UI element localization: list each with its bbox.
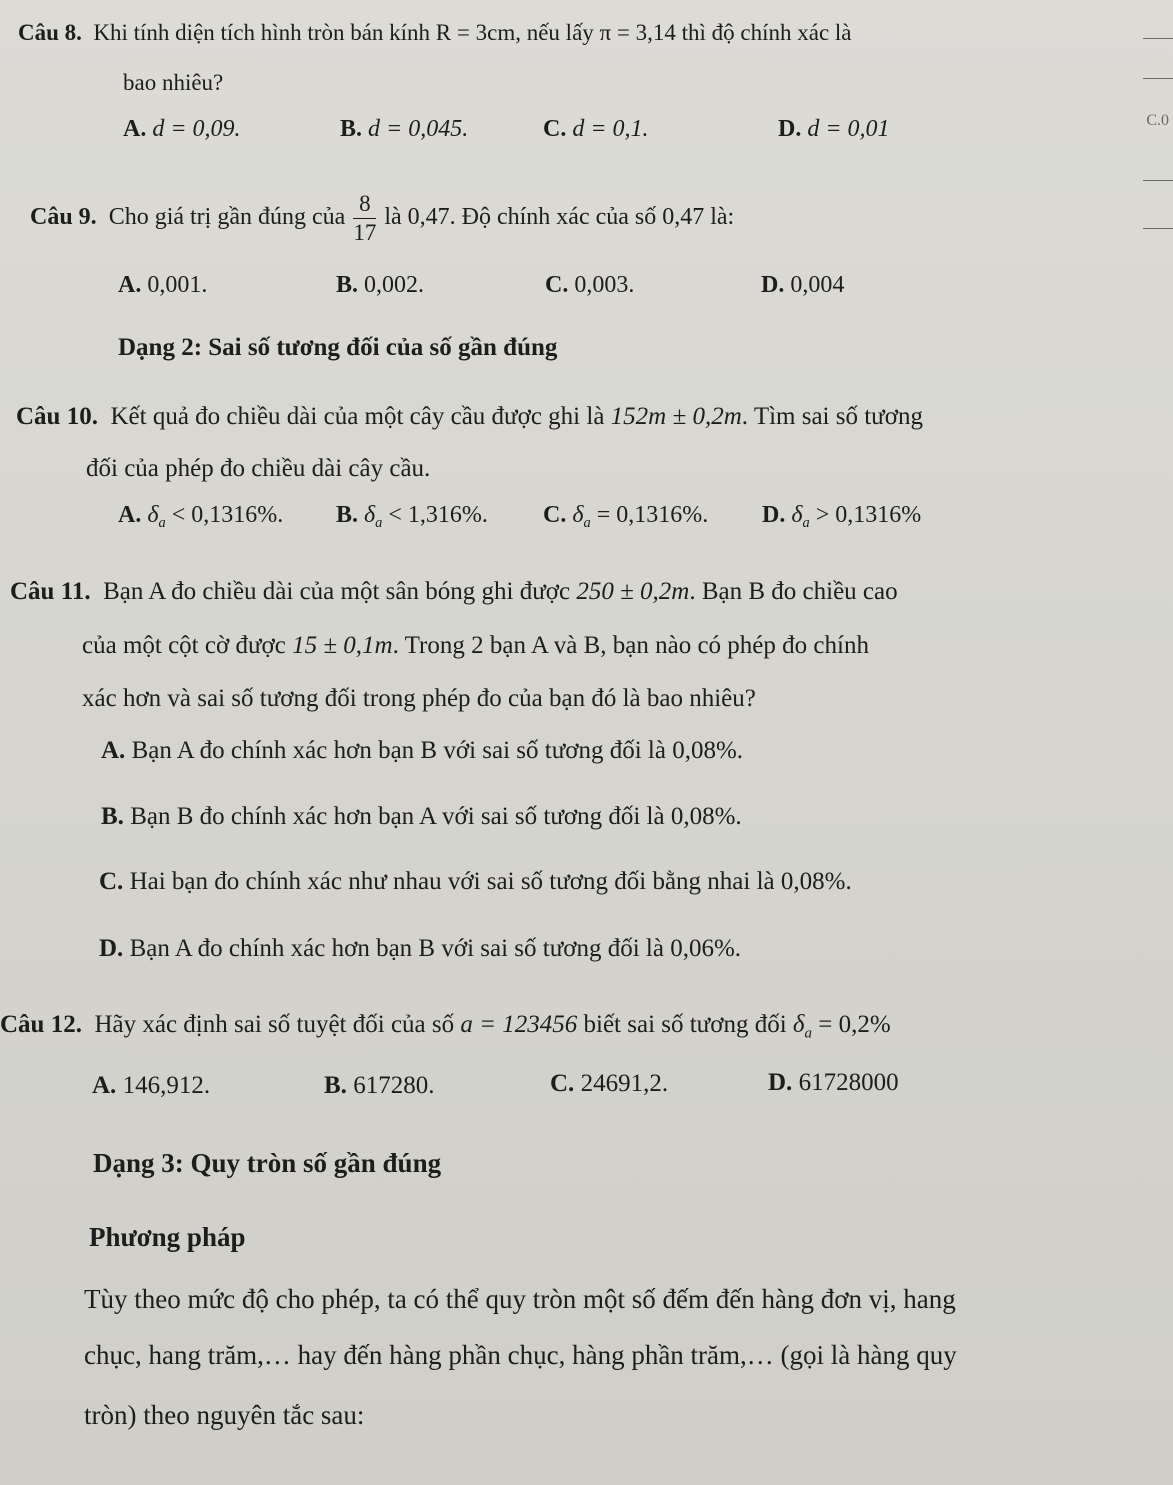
question-12-delta-value: = 0,2%: [818, 1011, 891, 1038]
option-letter: A.: [118, 502, 142, 528]
delta-symbol: δ: [364, 502, 376, 528]
delta-subscript: a: [375, 515, 383, 532]
option-value: d = 0,01: [807, 116, 890, 142]
question-8-option-b[interactable]: [340, 116, 468, 143]
option-letter: A.: [118, 272, 142, 298]
question-11-math: 15 ± 0,1m: [292, 632, 393, 659]
question-11-option-d[interactable]: [99, 935, 741, 963]
question-11-line-3: xác hơn và sai số tương đối trong phép đo của bạn đó là bao nhiêu?: [82, 685, 756, 712]
page-edge-line: [1143, 228, 1173, 229]
option-letter: A.: [101, 737, 126, 764]
question-10-option-c[interactable]: [543, 502, 708, 532]
question-9-text-before: Cho giá trị gần đúng của: [108, 204, 346, 231]
question-11-option-c[interactable]: [99, 868, 852, 896]
option-value: d = 0,09.: [152, 116, 241, 142]
question-12-text-end: biết sai số tương đối: [583, 1011, 787, 1038]
question-11-text-end: . Trong 2 bạn A và B, bạn nào có phép đo chính: [392, 632, 869, 659]
question-12-option-c[interactable]: [550, 1070, 668, 1098]
option-letter: B.: [340, 116, 363, 142]
question-9-option-b[interactable]: [336, 272, 424, 299]
question-9-option-c[interactable]: [545, 272, 634, 299]
question-12-math: a = 123456: [460, 1011, 578, 1038]
question-12-text: Hãy xác định sai số tuyệt đối của số: [94, 1011, 455, 1038]
question-12-label: Câu 12.: [0, 1011, 82, 1038]
option-value: 24691,2.: [580, 1070, 669, 1097]
method-title: Phương pháp: [89, 1222, 246, 1252]
question-8-option-a[interactable]: [123, 116, 241, 143]
question-11-math: 250 ± 0,2m: [576, 578, 690, 605]
delta-subscript: a: [583, 515, 591, 532]
question-9-option-d[interactable]: [761, 272, 844, 299]
section-3-heading: Dạng 3: Quy tròn số gần đúng: [93, 1148, 442, 1178]
question-10-text: Kết quả đo chiều dài của một cây cầu được ghi là: [110, 403, 605, 430]
question-10-line-1: [16, 403, 923, 431]
question-9-option-a[interactable]: [118, 272, 207, 299]
option-letter: B.: [336, 272, 359, 298]
question-12-option-a[interactable]: [92, 1072, 210, 1100]
option-letter: D.: [761, 272, 785, 298]
delta-symbol: δ: [792, 1011, 805, 1038]
option-letter: D.: [768, 1069, 793, 1096]
question-9-line-1: [30, 192, 734, 245]
option-value: Bạn A đo chính xác hơn bạn B với sai số tương đối là 0,06%.: [129, 935, 742, 962]
question-11-line-2: [82, 632, 869, 660]
question-11-label: Câu 11.: [10, 578, 91, 605]
option-letter: B.: [336, 502, 359, 528]
option-letter: D.: [762, 502, 786, 528]
method-line-1: Tùy theo mức độ cho phép, ta có thể quy tròn một số đếm đến hàng đơn vị, hang: [84, 1284, 956, 1314]
question-8-text: Khi tính diện tích hình tròn bán kính R = 3cm, nếu lấy π = 3,14 thì độ chính xác là: [93, 20, 852, 45]
question-11-option-a[interactable]: [101, 737, 743, 765]
question-10-option-b[interactable]: [336, 502, 488, 532]
section-2-heading: Dạng 2: Sai số tương đối của số gần đúng: [118, 334, 558, 361]
fraction-numerator: 8: [353, 192, 376, 219]
option-value: < 0,1316%.: [171, 502, 284, 528]
option-value: Hai bạn đo chính xác như nhau với sai số tương đối bằng nhai là 0,08%.: [129, 868, 852, 895]
option-letter: C.: [99, 868, 124, 895]
option-letter: A.: [92, 1072, 117, 1099]
option-value: 0,003.: [574, 272, 635, 298]
option-value: = 0,1316%.: [596, 502, 709, 528]
question-11-option-b[interactable]: [101, 803, 742, 831]
option-letter: C.: [550, 1070, 575, 1097]
option-value: d = 0,1.: [572, 116, 649, 142]
option-value: 0,004: [790, 272, 845, 298]
question-8-line-2: bao nhiêu?: [123, 70, 224, 95]
question-12-option-d[interactable]: [768, 1069, 899, 1097]
question-10-math: 152m ± 0,2m: [610, 403, 742, 430]
page-edge-mark: C.0: [1146, 112, 1169, 129]
question-10-label: Câu 10.: [16, 403, 98, 430]
option-value: < 1,316%.: [388, 502, 488, 528]
option-letter: D.: [778, 116, 802, 142]
question-11-line-1: [10, 578, 898, 606]
option-value: 0,002.: [364, 272, 425, 298]
page-edge-line: [1143, 38, 1173, 39]
method-line-2: chục, hang trăm,… hay đến hàng phần chục, hàng phần trăm,… (gọi là hàng quy: [84, 1340, 957, 1370]
question-10-option-d[interactable]: [762, 502, 921, 532]
option-value: 61728000: [798, 1069, 899, 1096]
question-11-text: Bạn A đo chiều dài của một sân bóng ghi được: [103, 578, 571, 605]
option-letter: A.: [123, 116, 147, 142]
question-12-option-b[interactable]: [324, 1072, 434, 1100]
delta-subscript: a: [158, 515, 166, 532]
question-8-label: Câu 8.: [18, 20, 82, 45]
question-8-line-1: [18, 20, 852, 46]
question-12-line-1: [0, 1011, 891, 1042]
option-letter: C.: [543, 116, 567, 142]
option-value: 617280.: [353, 1072, 435, 1099]
delta-subscript: a: [804, 1025, 813, 1042]
question-9-text-after: là 0,47. Độ chính xác của số 0,47 là:: [384, 204, 735, 231]
question-11-text: của một cột cờ được: [82, 632, 286, 659]
option-letter: B.: [324, 1072, 347, 1099]
option-letter: C.: [543, 502, 567, 528]
question-9-label: Câu 9.: [30, 204, 97, 231]
option-letter: C.: [545, 272, 569, 298]
method-line-3: tròn) theo nguyên tắc sau:: [84, 1400, 365, 1430]
fraction-denominator: 17: [353, 220, 377, 246]
delta-subscript: a: [802, 515, 810, 532]
option-value: > 0,1316%: [815, 502, 922, 528]
page-edge-line: [1143, 78, 1173, 79]
question-10-option-a[interactable]: [118, 502, 283, 532]
question-10-line-2: đối của phép đo chiều dài cây cầu.: [86, 455, 431, 482]
option-value: 146,912.: [122, 1072, 211, 1099]
option-value: Bạn B đo chính xác hơn bạn A với sai số tương đối là 0,08%.: [130, 803, 742, 830]
question-11-text-end: . Bạn B đo chiều cao: [689, 578, 898, 605]
option-letter: B.: [101, 803, 124, 830]
delta-symbol: δ: [572, 502, 584, 528]
question-10-text-end: . Tìm sai số tương: [741, 403, 923, 430]
fraction: [353, 192, 376, 245]
option-value: Bạn A đo chính xác hơn bạn B với sai số tương đối là 0,08%.: [131, 737, 744, 764]
delta-symbol: δ: [791, 502, 803, 528]
question-8-option-c[interactable]: [543, 116, 649, 143]
delta-symbol: δ: [147, 502, 159, 528]
option-value: d = 0,045.: [368, 116, 469, 142]
option-value: 0,001.: [147, 272, 208, 298]
option-letter: D.: [99, 935, 124, 962]
question-8-option-d[interactable]: [778, 116, 890, 143]
page-edge-line: [1143, 180, 1173, 181]
